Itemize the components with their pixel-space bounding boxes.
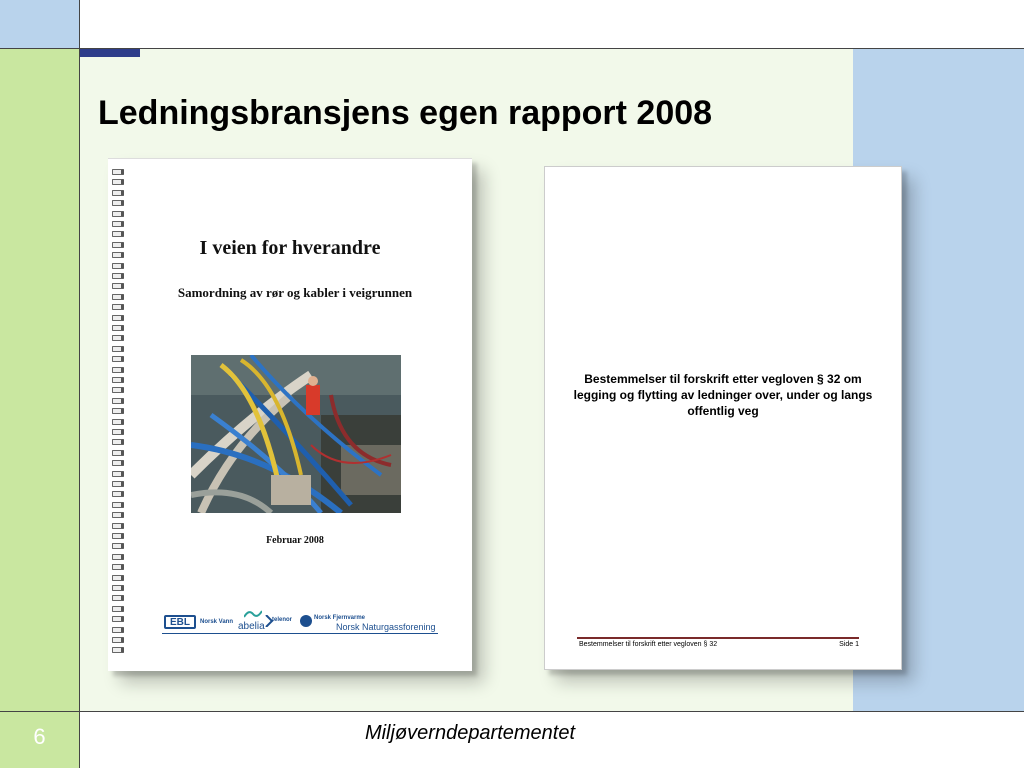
page-number: Side 1 (839, 641, 859, 648)
norsk-fjernvarme-icon (300, 615, 312, 627)
spiral-ring (112, 221, 124, 227)
spiral-ring (112, 263, 124, 269)
spiral-ring (112, 273, 124, 279)
spiral-ring (112, 398, 124, 404)
telenor-logo: telenor (272, 617, 293, 623)
spiral-ring (112, 523, 124, 529)
ebl-logo: EBL (164, 615, 196, 629)
spiral-ring (112, 460, 124, 466)
spiral-ring (112, 606, 124, 612)
norsk-vann-logo: Norsk Vann (200, 619, 234, 625)
spiral-ring (112, 647, 124, 653)
report-subtitle: Samordning av rør og kabler i veigrunnen (177, 285, 413, 300)
spiral-ring (112, 356, 124, 362)
sponsor-logos (160, 605, 440, 637)
spiral-ring (112, 169, 124, 175)
spiral-ring (112, 304, 124, 310)
spiral-ring (112, 387, 124, 393)
spiral-ring (112, 637, 124, 643)
cables-photo (191, 355, 401, 513)
spiral-ring (112, 595, 124, 601)
spiral-ring (112, 450, 124, 456)
spiral-ring (112, 429, 124, 435)
footer-ministry-name: Miljøverndepartementet (364, 722, 576, 744)
spiral-ring (112, 439, 124, 445)
spiral-ring (112, 554, 124, 560)
logo-underline (162, 633, 438, 634)
regulation-page-right (544, 166, 902, 670)
spiral-ring (112, 335, 124, 341)
slide-title: Ledningsbransjens egen rapport 2008 (98, 94, 713, 132)
divider-left (79, 0, 80, 768)
report-title: I veien for hverandre (199, 237, 381, 259)
report-cover-left (108, 158, 472, 671)
title-accent-bar (80, 49, 140, 57)
left-color-column (0, 49, 79, 711)
norsk-fjernvarme-logo: Norsk Fjernvarme (314, 615, 366, 621)
spiral-ring (112, 377, 124, 383)
spiral-ring (112, 616, 124, 622)
abelia-wave-icon (244, 609, 262, 619)
spiral-ring (112, 575, 124, 581)
spiral-ring (112, 512, 124, 518)
regulation-title: Bestemmelser til forskrift etter vegloven § 32 om legging og flytting av ledninger over, under og langs offentlig veg (573, 372, 873, 418)
spiral-ring (112, 179, 124, 185)
spiral-ring (112, 408, 124, 414)
page-footer-title: Bestemmelser til forskrift etter vegloven § 32 (579, 641, 718, 648)
divider-bottom (0, 711, 1024, 712)
spiral-ring (112, 502, 124, 508)
spiral-ring (112, 585, 124, 591)
spiral-ring (112, 419, 124, 425)
spiral-ring (112, 315, 124, 321)
spiral-ring (112, 627, 124, 633)
slide-number: 6 (33, 724, 46, 749)
page-footer-rule (577, 637, 859, 639)
spiral-ring (112, 346, 124, 352)
corner-block-top-left (0, 0, 79, 48)
spiral-ring (112, 367, 124, 373)
top-band (80, 0, 1024, 48)
spiral-ring (112, 200, 124, 206)
spiral-ring (112, 491, 124, 497)
spiral-ring (112, 481, 124, 487)
spiral-ring (112, 564, 124, 570)
divider-top (0, 48, 1024, 49)
spiral-ring (112, 325, 124, 331)
spiral-ring (112, 211, 124, 217)
spiral-ring (112, 471, 124, 477)
abelia-logo: abelia (238, 621, 265, 632)
norsk-naturgassforening-logo: Norsk Naturgassforening (336, 622, 436, 632)
spiral-ring (112, 190, 124, 196)
report-date: Februar 2008 (266, 535, 324, 546)
